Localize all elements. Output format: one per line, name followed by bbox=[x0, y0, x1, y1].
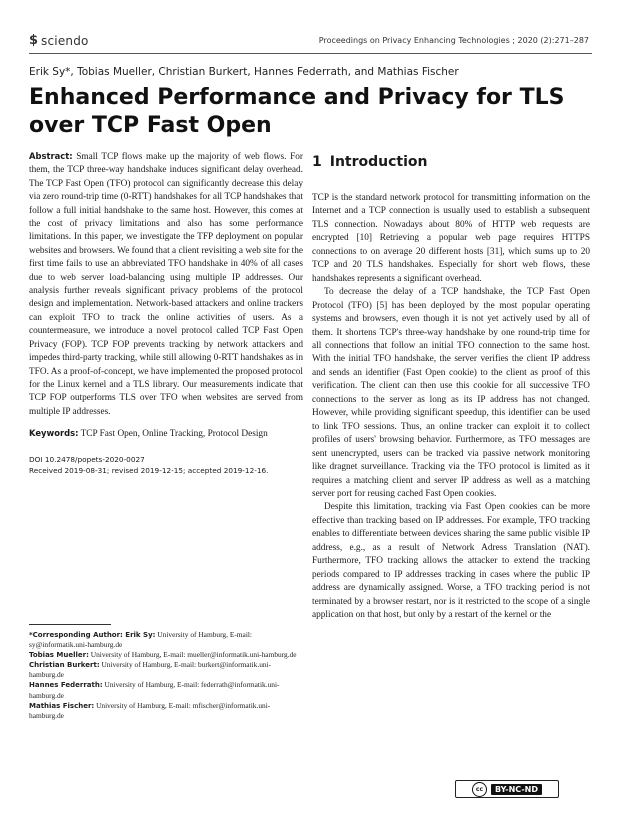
abstract-label: Abstract: bbox=[29, 151, 73, 161]
keywords bbox=[29, 427, 303, 441]
right-column bbox=[312, 150, 590, 623]
header-divider bbox=[29, 53, 592, 54]
received-dates: Received 2019-08-31; revised 2019-12-15; accepted 2019-12-16. bbox=[29, 465, 269, 475]
sciendo-logo-icon: $ bbox=[29, 33, 39, 48]
footnote-item bbox=[29, 650, 303, 660]
footnote-affiliation: University of Hamburg, E-mail: burkert@informatik.uni-hamburg.de bbox=[29, 660, 272, 680]
abstract bbox=[29, 150, 303, 419]
keywords-text: TCP Fast Open, Online Tracking, Protocol Design bbox=[80, 429, 268, 440]
publisher-name: sciendo bbox=[41, 34, 89, 48]
author-list: Erik Sy*, Tobias Mueller, Christian Burkert, Hannes Federrath, and Mathias Fischer bbox=[29, 66, 459, 78]
paragraph: TCP is the standard network protocol for transmitting information on the Internet and a TCP connection is usually used to establish a subsequent TLS connection. Nowadays about 80% of HTTP web requests are encrypted [10] Retrieving a popular web page requires HTTPS connections to on average 20 different hosts [31], which sums up to 20 TCP and 20 TLS handshakes. Especially for short web flows, these handshakes represents a significant overhead. bbox=[312, 193, 590, 284]
abstract-text: Small TCP flows make up the majority of web flows. For them, the TCP three-way handshake induces significant delay overhead. The TCP Fast Open (TFO) protocol can significantly decrease this delay via zero round-trip time (0-RTT) handshakes for all TCP handshakes that follow a full initial handshake to the same host. However, this comes at the cost of privacy limitations and also has some performance limitations. In this paper, we investigate the TFP deployment on popular websites and browsers. We found that a client revisiting a web site for the first time fails to use an abbreviated TFO handshake in 40% of all cases due to web server load-balancing using multiple IP addresses. Our analysis further reveals significant privacy problems of the protocol design and implementation. Network-based attackers and online trackers can exploit TFO to track the online activities of users. As a countermeasure, we introduce a novel protocol called TCP Fast Open Privacy (FOP). TCP FOP prevents tracking by network attackers and impedes third-party tracking, while still allowing 0-RTT handshakes as in TFO. As a proof-of-concept, we have implemented the proposed protocol for the Linux kernel and a TLS library. Our measurements indicate that TCP FOP outperforms TLS over TFO when websites are served from multiple IP addresses. bbox=[29, 152, 303, 417]
left-column bbox=[29, 150, 303, 476]
section-heading bbox=[312, 152, 590, 172]
license-label: BY-NC-ND bbox=[491, 784, 542, 795]
footnote-affiliation: University of Hamburg, E-mail: federrath@informatik.uni-hamburg.de bbox=[29, 680, 280, 700]
footnote-author: Christian Burkert: bbox=[29, 661, 100, 670]
cc-license-badge[interactable] bbox=[455, 780, 559, 798]
sciendo-logo bbox=[29, 33, 89, 49]
footnote-author: Hannes Federrath: bbox=[29, 681, 103, 690]
publication-info bbox=[29, 454, 303, 476]
footnote-author: *Corresponding Author: Erik Sy: bbox=[29, 631, 156, 639]
footnote-item bbox=[29, 701, 303, 721]
section-body bbox=[312, 192, 590, 623]
footnote-affiliation: University of Hamburg, E-mail: mueller@informatik.uni-hamburg.de bbox=[88, 650, 297, 660]
paragraph: Despite this limitation, tracking via Fast Open cookies can be more effective than tracking based on IP addresses. For example, TFO tracking enables to differentiate between devices sharing the same public visible IP address, e.g., as a result of Network Adress Translation (NAT). Furthermore, TFO tracking allows the attacker to extend the tracking periods compared to IP addresses tracking in cases where the public IP address are dynamically assigned. Worse, a TFO tracking period is not terminated by a browser restart, nor is it restricted to the scope of a single application on that host, but only by a restart of the kernel or the bbox=[312, 502, 590, 621]
creative-commons-icon: cc bbox=[472, 782, 487, 797]
footnote-item bbox=[29, 660, 303, 680]
paragraph: To decrease the delay of a TCP handshake, the TCP Fast Open Protocol (TFO) [5] has been deployed by the most popular operating systems and browsers, even though it is not yet actively used by all of them. It shortens TCP's three-way handshake by one round-trip time for all connections that follow an initial TFO connection to the same host. With the initial TFO handshake, the server verifies the client IP address and sends an identifier (Fast Open cookie) to the client as proof of this verification. The client can then use this cookie for all successive TFO connections to the server as long as its IP address has not changed. However, while providing significant speedup, this identifier can be used to link TFO sessions. Thus, an online tracker can exploit it to collect profiles of users' browsing behavior. Furthermore, as TFO messages are sent unencrypted, users can be tracked via passive network monitoring like dragnet surveillance. Tracking via the TFO protocol is limited as it requires a matching client and server IP address as well as a matching server port for reusing cached Fast Open cookies. bbox=[312, 287, 590, 499]
footnote-affiliation: University of Hamburg, E-mail: sy@informatik.uni-hamburg.de bbox=[29, 630, 252, 650]
author-footnotes bbox=[29, 630, 303, 721]
footnote-divider bbox=[29, 624, 111, 625]
footnote-item bbox=[29, 680, 303, 700]
footnote-author: Mathias Fischer: bbox=[29, 701, 95, 710]
keywords-label: Keywords: bbox=[29, 428, 79, 439]
footnote-author: Tobias Mueller: bbox=[29, 651, 89, 660]
footnote-affiliation: University of Hamburg, E-mail: mfischer@informatik.uni-hamburg.de bbox=[29, 700, 271, 720]
paper-title: Enhanced Performance and Privacy for TLS over TCP Fast Open bbox=[29, 85, 565, 138]
doi[interactable]: DOI 10.2478/popets-2020-0027 bbox=[29, 454, 145, 464]
journal-citation: Proceedings on Privacy Enhancing Technologies ; 2020 (2):271–287 bbox=[318, 36, 589, 45]
section-title: Introduction bbox=[329, 154, 428, 170]
footnote-item bbox=[29, 630, 303, 650]
section-number: 1 bbox=[312, 154, 322, 170]
